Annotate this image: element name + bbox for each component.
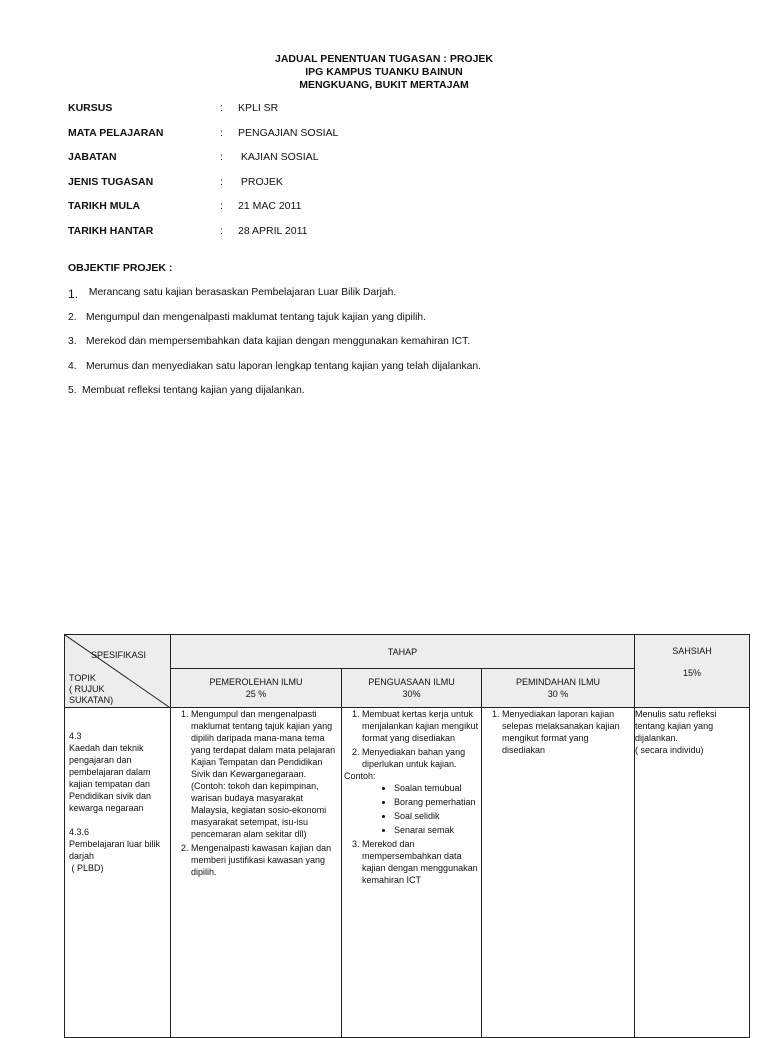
penguasaan-header — [342, 669, 482, 708]
info-label: TARIKH MULA — [68, 200, 141, 213]
sahsiah-header — [635, 635, 750, 708]
objective-number: 4. — [68, 360, 77, 372]
list-item-text: Menyediakan bahan yang diperlukan untuk kajian. — [362, 747, 466, 769]
info-row-mata-pelajaran — [68, 127, 338, 152]
sahsiah-text: Menulis satu refleksi tentang kajian yang dijalankan. ( secara individu) — [635, 709, 717, 755]
contoh-item: • Senarai semak — [394, 824, 481, 836]
info-colon: : — [220, 224, 223, 237]
sahsiah-label: SAHSIAH — [672, 646, 712, 656]
info-colon: : — [220, 102, 223, 114]
objective-item — [68, 336, 481, 361]
pemerolehan-percent: 25 % — [245, 689, 267, 700]
objective-text: Mengumpul dan mengenalpasti maklumat tentang tajuk kajian yang dipilih. — [86, 311, 427, 323]
title-line-1: JADUAL PENENTUAN TUGASAN : PROJEK — [275, 53, 493, 65]
objective-item — [68, 361, 481, 386]
contoh-list — [342, 782, 481, 836]
pemindahan-list — [482, 708, 634, 756]
penguasaan-label: PENGUASAAN ILMU — [368, 677, 455, 688]
info-row-tarikh-mula — [68, 200, 338, 225]
list-item: 2. Mengenalpasti kawasan kajian dan memberi justifikasi kawasan yang dipilih. — [191, 842, 341, 878]
topic-text: 4.3 Kaedah dan teknik pengajaran dan pembelajaran dalam kajian tempatan dan Pendidikan sivik dan kewarga negaraan 4.3.6 Pembelajaran luar bilik darjah ( PLBD) — [69, 731, 161, 873]
objective-text: Merekod dan mempersembahkan data kajian dengan menggunakan kemahiran ICT. — [86, 336, 471, 347]
contoh-item: • Soal selidik — [394, 810, 481, 822]
list-item — [344, 746, 481, 836]
info-colon: : — [220, 175, 223, 188]
pemerolehan-label: PEMEROLEHAN ILMU — [209, 677, 303, 688]
document-title — [0, 53, 768, 92]
contoh-item: • Borang pemerhatian — [394, 796, 481, 808]
topik-label: TOPIK ( RUJUK SUKATAN) — [69, 673, 114, 705]
info-value: PENGAJIAN SOSIAL — [238, 126, 339, 139]
sahsiah-cell — [635, 708, 750, 1038]
info-colon: : — [220, 126, 223, 139]
tahap-label: TAHAP — [387, 646, 418, 657]
info-colon: : — [220, 200, 223, 213]
info-colon: : — [220, 151, 223, 164]
sahsiah-percent: 15% — [683, 668, 702, 678]
objective-number: 2. — [68, 311, 77, 323]
topic-cell — [65, 708, 171, 1038]
pemerolehan-header — [171, 669, 342, 708]
objective-item — [68, 312, 481, 337]
spesifikasi-topik-header — [65, 635, 171, 708]
info-value: PROJEK — [238, 175, 283, 188]
objective-number: 5. — [68, 385, 77, 396]
tahap-header — [171, 635, 635, 669]
info-label: MATA PELAJARAN — [68, 126, 164, 139]
objective-item — [68, 385, 481, 410]
penguasaan-list — [342, 708, 481, 886]
info-label: JENIS TUGASAN — [68, 175, 154, 188]
spesifikasi-label: SPESIFIKASI — [91, 650, 147, 660]
pemindahan-percent: 30 % — [547, 689, 569, 700]
info-value: KAJIAN SOSIAL — [238, 151, 319, 164]
info-row-kursus — [68, 102, 338, 127]
objective-text: Merumus dan menyediakan satu laporan lengkap tentang kajian yang telah dijalankan. — [86, 360, 481, 372]
objectives-heading: OBJEKTIF PROJEK : — [68, 262, 173, 274]
info-row-jenis-tugasan — [68, 176, 338, 201]
contoh-label: Contoh: — [344, 771, 376, 781]
specification-table — [64, 634, 750, 1038]
info-label: TARIKH HANTAR — [68, 224, 154, 237]
objective-text: Merancang satu kajian berasaskan Pembelajaran Luar Bilik Darjah. — [86, 287, 397, 298]
info-label: KURSUS — [68, 102, 113, 114]
penguasaan-cell — [342, 708, 482, 1038]
objective-number: 1. — [68, 287, 79, 301]
assignment-info — [68, 102, 338, 250]
objectives-list — [68, 287, 481, 410]
list-item: 3. Merekod dan mempersembahkan data kajian dengan menggunakan kemahiran ICT — [362, 838, 481, 886]
list-item: 1. Menyediakan laporan kajian selepas melaksanakan kajian mengikut format yang disediakan — [502, 708, 634, 756]
info-label: JABATAN — [68, 151, 117, 164]
info-value: 21 MAC 2011 — [238, 200, 302, 213]
objective-number: 3. — [68, 336, 77, 347]
title-line-2: IPG KAMPUS TUANKU BAINUN — [305, 66, 463, 78]
objective-item — [68, 287, 481, 312]
pemerolehan-list — [171, 708, 341, 878]
pemerolehan-cell — [171, 708, 342, 1038]
info-row-jabatan — [68, 151, 338, 176]
info-value: 28 APRIL 2011 — [238, 224, 308, 237]
title-line-3: MENGKUANG, BUKIT MERTAJAM — [299, 79, 469, 91]
pemindahan-cell — [482, 708, 635, 1038]
diagonal-header — [65, 635, 170, 707]
info-row-tarikh-hantar — [68, 225, 338, 250]
list-item: 1. Membuat kertas kerja untuk menjalankan kajian mengikut format yang disediakan — [362, 708, 481, 744]
info-value: KPLI SR — [238, 102, 279, 114]
pemindahan-header — [482, 669, 635, 708]
contoh-item: • Soalan temubual — [394, 782, 481, 794]
pemindahan-label: PEMINDAHAN ILMU — [516, 677, 601, 688]
list-item: 1. Mengumpul dan mengenalpasti maklumat tentang tajuk kajian yang dipilih daripada mana-mana tema yang terdapat dalam mata pelajaran Kajian Tempatan dan Pendidikan Sivik dan Kewarganegaraan. (Contoh: tokoh dan kepimpinan, warisan budaya masyarakat Malaysia, kegiatan sosio-ekonomi masyarakat setempat, isu-isu pencemaran alam sekitar dll) — [191, 708, 341, 840]
penguasaan-percent: 30% — [402, 689, 421, 700]
objective-text: Membuat refleksi tentang kajian yang dijalankan. — [82, 385, 305, 396]
